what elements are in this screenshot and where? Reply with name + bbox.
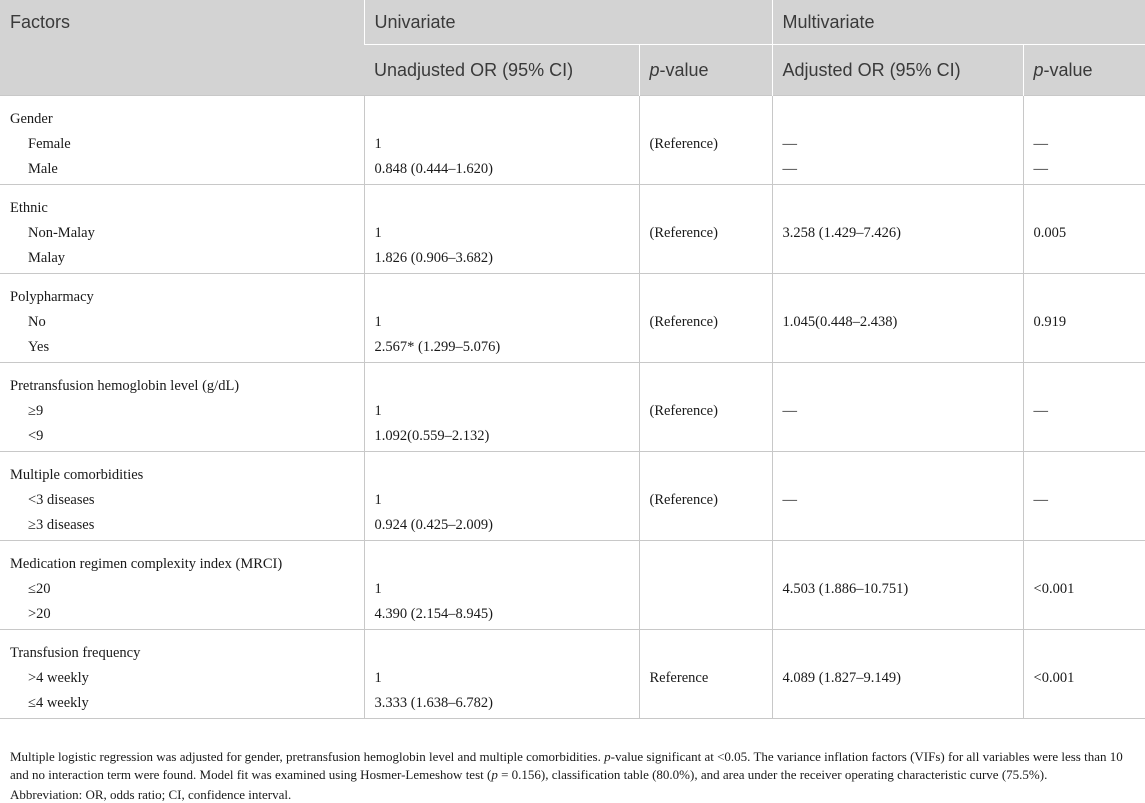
adjusted-or-value: 1.045(0.448–2.438): [782, 314, 898, 330]
abbreviation-note: Abbreviation: OR, odds ratio; CI, confidence interval.: [10, 787, 292, 802]
p-value-multivariate: 0.919: [1033, 314, 1067, 330]
table-body: [0, 96, 1145, 719]
adjusted-or-cell: [772, 96, 1023, 185]
unadjusted-or-value: 1: [374, 314, 382, 330]
level-label: Yes: [28, 339, 50, 355]
unadjusted-or-value: 1.826 (0.906–3.682): [374, 250, 493, 266]
p-value-univariate-cell: [639, 452, 772, 541]
unadjusted-or-cell: [364, 185, 639, 274]
p-value-univariate: Reference: [649, 670, 709, 686]
adjusted-or-value: 3.258 (1.429–7.426): [782, 225, 901, 241]
adjusted-or-cell: [772, 452, 1023, 541]
level-label: No: [28, 314, 46, 330]
unadjusted-or-cell: [364, 96, 639, 185]
level-label: <3 diseases: [28, 492, 95, 508]
unadjusted-or-value: 1: [374, 581, 382, 597]
unadjusted-or-value: 2.567* (1.299–5.076): [374, 339, 501, 355]
factor-label: Transfusion frequency: [10, 645, 141, 661]
p-value-univariate: (Reference): [649, 136, 718, 152]
header-p-suffix: -value: [1043, 59, 1093, 80]
footnote-text-1: Multiple logistic regression was adjusted for gender, pretransfusion hemoglobin level and multiple comorbidities.: [10, 749, 605, 764]
factor-cell: [0, 630, 364, 719]
header-p-value-multivariate: [1023, 45, 1145, 96]
adjusted-or-value: 4.503 (1.886–10.751): [782, 581, 909, 597]
footnote-text-2: -value significant at <0.05. The variance inflation factors (VIFs) for all variables were less than 10 and no interaction term were found. Model fit was examined using Hosmer-Lemeshow test (: [10, 749, 1123, 782]
p-value-multivariate-cell: [1023, 452, 1145, 541]
factor-cell: [0, 452, 364, 541]
p-value-multivariate: —: [1033, 161, 1049, 177]
table-row: [0, 452, 1145, 541]
factor-label: Medication regimen complexity index (MRCI): [10, 556, 283, 572]
level-label: Non-Malay: [28, 225, 95, 241]
unadjusted-or-value: 0.924 (0.425–2.009): [374, 517, 493, 533]
p-value-univariate: (Reference): [649, 225, 718, 241]
p-value-univariate-cell: [639, 630, 772, 719]
adjusted-or-value: —: [782, 136, 798, 152]
header-p-value-univariate: [639, 45, 772, 96]
factor-cell: [0, 541, 364, 630]
unadjusted-or-value: 3.333 (1.638–6.782): [374, 695, 493, 711]
unadjusted-or-value: 1: [374, 136, 382, 152]
unadjusted-or-value: 1: [374, 403, 382, 419]
header-factors: Factors: [0, 0, 364, 96]
table-row: [0, 185, 1145, 274]
unadjusted-or-cell: [364, 452, 639, 541]
adjusted-or-cell: [772, 274, 1023, 363]
p-value-univariate-cell: [639, 96, 772, 185]
factor-label: Polypharmacy: [10, 289, 94, 305]
p-value-multivariate: 0.005: [1033, 225, 1067, 241]
unadjusted-or-value: 1: [374, 225, 382, 241]
level-label: ≤4 weekly: [28, 695, 89, 711]
unadjusted-or-value: 4.390 (2.154–8.945): [374, 606, 493, 622]
factor-label: Ethnic: [10, 200, 48, 216]
level-label: ≥9: [28, 403, 44, 419]
p-value-multivariate: —: [1033, 492, 1049, 508]
p-value-univariate-cell: [639, 363, 772, 452]
table-row: [0, 274, 1145, 363]
header-p-italic: p: [649, 59, 660, 80]
level-label: >4 weekly: [28, 670, 89, 686]
factor-label: Gender: [10, 111, 53, 127]
factor-cell: [0, 185, 364, 274]
factor-cell: [0, 363, 364, 452]
p-value-multivariate: <0.001: [1033, 581, 1075, 597]
header-univariate: Univariate: [364, 0, 772, 45]
unadjusted-or-value: 1: [374, 492, 382, 508]
p-value-multivariate: —: [1033, 403, 1049, 419]
table-footnote: [10, 748, 1135, 784]
adjusted-or-cell: [772, 363, 1023, 452]
p-value-multivariate: —: [1033, 136, 1049, 152]
table-row: [0, 96, 1145, 185]
p-value-multivariate-cell: [1023, 274, 1145, 363]
level-label: <9: [28, 428, 44, 444]
unadjusted-or-cell: [364, 541, 639, 630]
p-value-multivariate-cell: [1023, 630, 1145, 719]
table-header: [0, 0, 1145, 96]
table-row: [0, 541, 1145, 630]
unadjusted-or-cell: [364, 274, 639, 363]
factor-label: Pretransfusion hemoglobin level (g/dL): [10, 378, 240, 394]
p-value-multivariate-cell: [1023, 185, 1145, 274]
header-p-suffix: -value: [659, 59, 709, 80]
factor-cell: [0, 274, 364, 363]
table-row: [0, 630, 1145, 719]
p-value-univariate-cell: [639, 541, 772, 630]
adjusted-or-value: —: [782, 492, 798, 508]
p-value-multivariate-cell: [1023, 541, 1145, 630]
level-label: Male: [28, 161, 58, 177]
unadjusted-or-value: 0.848 (0.444–1.620): [374, 161, 493, 177]
unadjusted-or-cell: [364, 363, 639, 452]
factor-cell: [0, 96, 364, 185]
adjusted-or-value: 4.089 (1.827–9.149): [782, 670, 901, 686]
header-adjusted-or: Adjusted OR (95% CI): [772, 45, 1023, 96]
level-label: ≥3 diseases: [28, 517, 95, 533]
footnote-p-italic: p: [604, 749, 611, 764]
p-value-multivariate-cell: [1023, 363, 1145, 452]
header-unadjusted-or: Unadjusted OR (95% CI): [364, 45, 639, 96]
p-value-multivariate-cell: [1023, 96, 1145, 185]
p-value-univariate: (Reference): [649, 403, 718, 419]
header-p-italic: p: [1033, 59, 1044, 80]
factor-label: Multiple comorbidities: [10, 467, 144, 483]
adjusted-or-cell: [772, 541, 1023, 630]
p-value-univariate-cell: [639, 274, 772, 363]
adjusted-or-cell: [772, 185, 1023, 274]
header-multivariate: Multivariate: [772, 0, 1145, 45]
unadjusted-or-value: 1.092(0.559–2.132): [374, 428, 490, 444]
p-value-multivariate: <0.001: [1033, 670, 1075, 686]
adjusted-or-value: —: [782, 403, 798, 419]
footnote-text-3: = 0.156), classification table (80.0%), and area under the receiver operating characteristic curve (75.5%).: [497, 767, 1048, 782]
p-value-univariate: (Reference): [649, 314, 718, 330]
adjusted-or-cell: [772, 630, 1023, 719]
level-label: ≤20: [28, 581, 51, 597]
unadjusted-or-cell: [364, 630, 639, 719]
p-value-univariate-cell: [639, 185, 772, 274]
level-label: >20: [28, 606, 51, 622]
p-value-univariate: (Reference): [649, 492, 718, 508]
adjusted-or-value: —: [782, 161, 798, 177]
table-row: [0, 363, 1145, 452]
unadjusted-or-value: 1: [374, 670, 382, 686]
level-label: Malay: [28, 250, 66, 266]
footnote-p-italic-2: p: [491, 767, 498, 782]
level-label: Female: [28, 136, 71, 152]
